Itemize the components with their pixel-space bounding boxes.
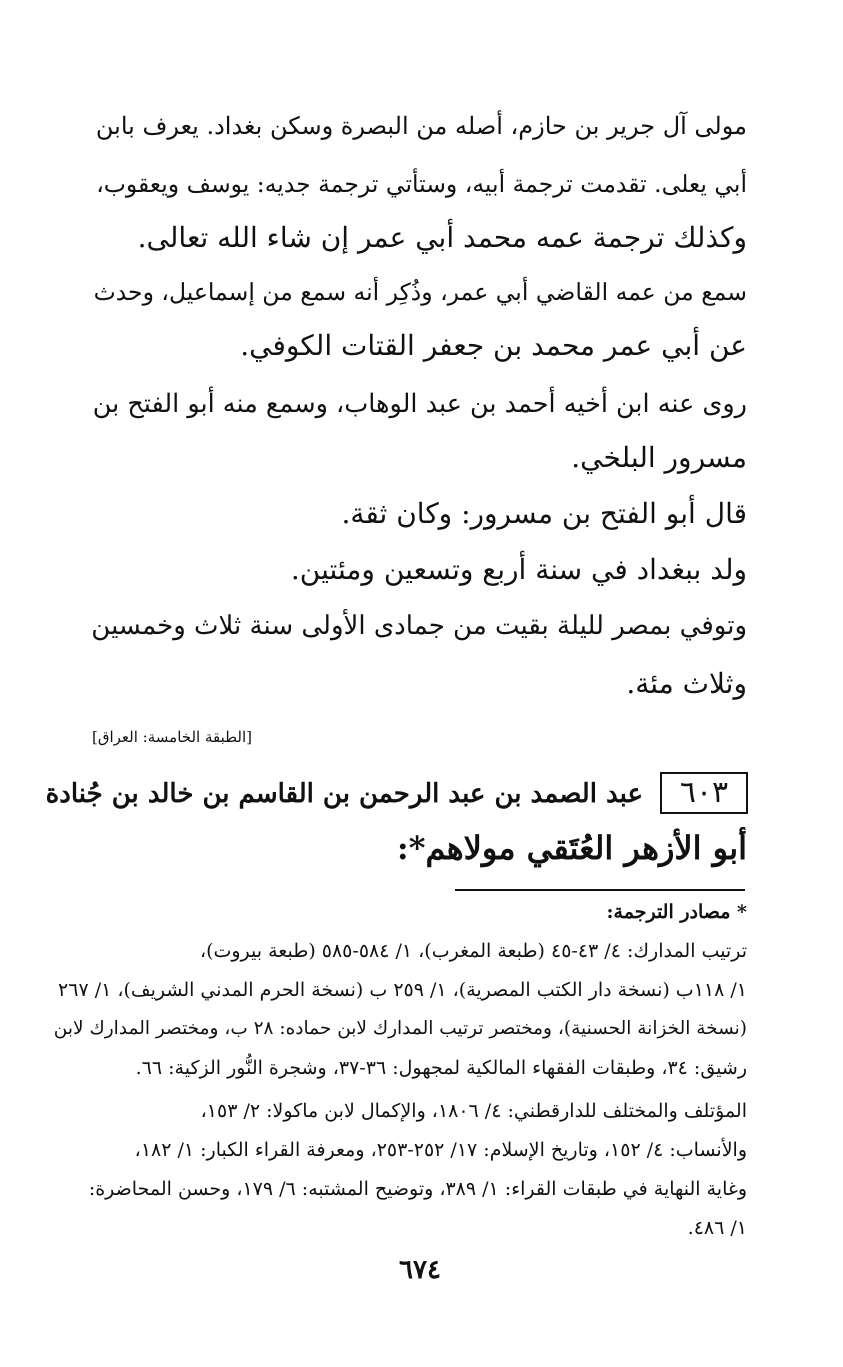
body-line: ولد ببغداد في سنة أربع وتسعين ومئتين. xyxy=(290,553,747,586)
biography-number-box: ٦٠٣ xyxy=(660,772,748,814)
body-line: أبي يعلى. تقدمت ترجمة أبيه، وستأتي ترجمة جديه: يوسف ويعقوب، xyxy=(96,170,747,198)
footnote-line: ترتيب المدارك: ٤/ ٤٣-٤٥ (طبعة المغرب)، ١/ ٥٨٤-٥٨٥ (طبعة بيروت)، xyxy=(199,940,747,962)
footnote-line: ١/ ٤٨٦. xyxy=(687,1217,747,1239)
body-line: وكذلك ترجمة عمه محمد أبي عمر إن شاء الله تعالى. xyxy=(137,221,747,254)
footnote-line: وغاية النهاية في طبقات القراء: ١/ ٣٨٩، وتوضيح المشتبه: ٦/ ١٧٩، وحسن المحاضرة: xyxy=(88,1178,747,1200)
biography-title-line1: عبد الصمد بن عبد الرحمن بن القاسم بن خالد بن جُنادة xyxy=(45,779,643,809)
footnote-line: والأنساب: ٤/ ١٥٢، وتاريخ الإسلام: ١٧/ ٢٥٢-٢٥٣، ومعرفة القراء الكبار: ١/ ١٨٢، xyxy=(134,1139,747,1161)
running-head: [الطبقة الخامسة: العراق] xyxy=(92,728,252,746)
body-line: وتوفي بمصر لليلة بقيت من جمادى الأولى سنة ثلاث وخمسين xyxy=(91,611,747,641)
body-line: وثلاث مئة. xyxy=(626,667,747,700)
body-line: سمع من عمه القاضي أبي عمر، وذُكِر أنه سمع من إسماعيل، وحدث xyxy=(93,278,747,306)
body-line: مولى آل جرير بن حازم، أصله من البصرة وسكن بغداد. يعرف بابن xyxy=(95,112,747,140)
footnote-line: رشيق: ٣٤، وطبقات الفقهاء المالكية لمجهول: ٣٦-٣٧، وشجرة النُّور الزكية: ٦٦. xyxy=(135,1057,747,1079)
body-line: روى عنه ابن أخيه أحمد بن عبد الوهاب، وسمع منه أبو الفتح بن xyxy=(92,389,747,419)
footnote-rule xyxy=(455,889,745,891)
body-line: عن أبي عمر محمد بن جعفر القتات الكوفي. xyxy=(240,329,747,362)
page-number: ٦٧٤ xyxy=(399,1255,441,1285)
footnote-line: المؤتلف والمختلف للدارقطني: ٤/ ١٨٠٦، والإكمال لابن ماكولا: ٢/ ١٥٣، xyxy=(200,1100,747,1122)
footnote-line: ١/ ١١٨ب (نسخة دار الكتب المصرية)، ١/ ٢٥٩ ب (نسخة الحرم المدني الشريف)، ١/ ٢٦٧ xyxy=(58,979,747,1001)
footnote-line: (نسخة الخزانة الحسنية)، ومختصر ترتيب المدارك لابن حماده: ٢٨ ب، ومختصر المدارك لابن xyxy=(53,1018,747,1039)
body-line: قال أبو الفتح بن مسرور: وكان ثقة. xyxy=(341,497,747,530)
body-line: مسرور البلخي. xyxy=(571,441,747,474)
footnote-heading: * مصادر الترجمة: xyxy=(606,901,747,923)
biography-title-line2: أبو الأزهر العُتَقي مولاهم*: xyxy=(396,829,747,867)
